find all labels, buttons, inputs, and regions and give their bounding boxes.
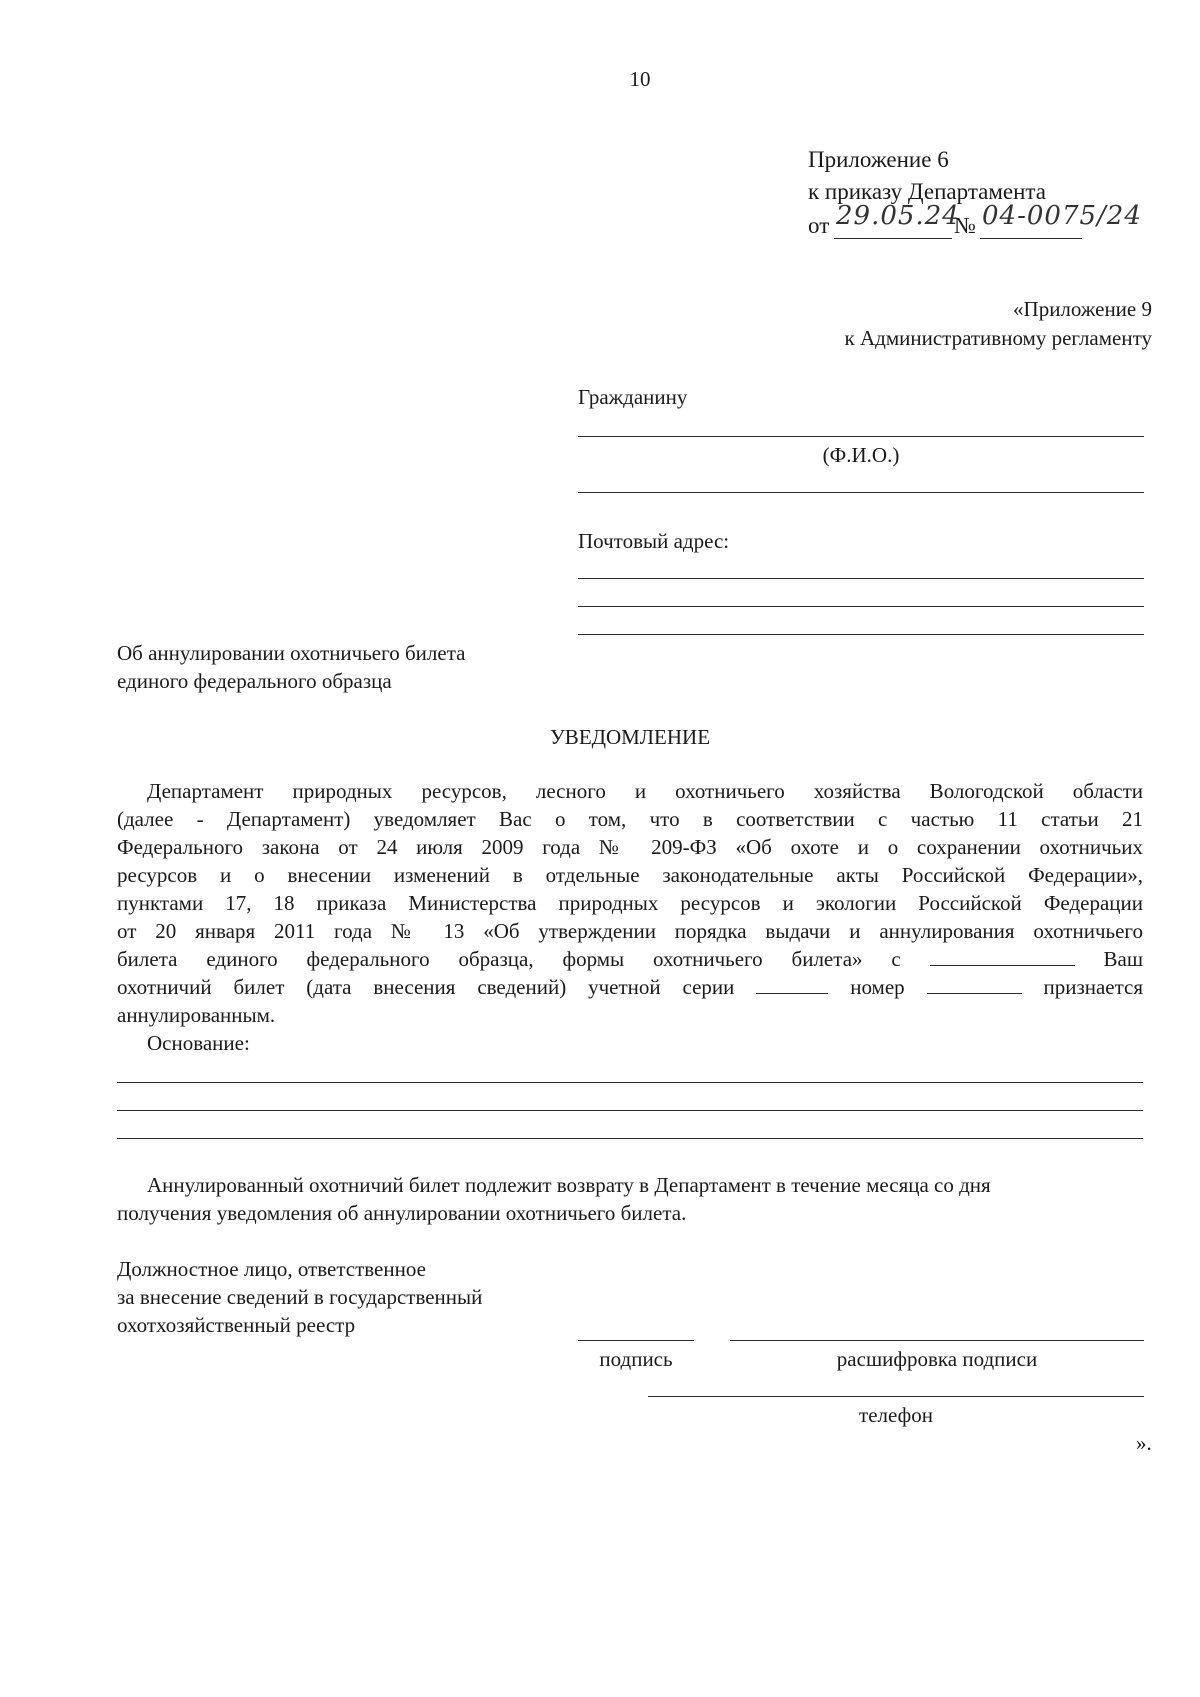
body-line-8-end: признается xyxy=(1043,975,1144,999)
decryption-caption: расшифровка подписи xyxy=(836,1347,1038,1371)
official-line2: за внесение сведений в государственный xyxy=(117,1285,483,1309)
document-title: УВЕДОМЛЕНИЕ xyxy=(549,725,711,749)
number-blank xyxy=(927,975,1022,994)
signature-caption: подпись xyxy=(599,1347,673,1371)
address-line-3 xyxy=(578,634,1144,635)
basis-label: Основание: xyxy=(147,1031,250,1055)
appendix9-line2: к Административному регламенту xyxy=(844,326,1152,350)
citizen-label: Гражданину xyxy=(578,385,688,409)
appendix6-number-underline xyxy=(980,238,1082,239)
body-line-9: аннулированным. xyxy=(117,1003,276,1027)
basis-line-3 xyxy=(117,1138,1143,1139)
appendix6-date-handwritten: 29.05.24 xyxy=(836,201,960,231)
phone-caption: телефон xyxy=(859,1403,933,1427)
body-line-2: (далее - Департамент) уведомляет Вас о том, что в соответствии с частью 11 статьи 21 xyxy=(117,807,1143,831)
appendix6-from-label: от xyxy=(808,213,830,238)
body-line-6: от 20 января 2011 года № 13 «Об утверждении порядка выдачи и аннулирования охотничьего xyxy=(117,919,1143,943)
basis-line-2 xyxy=(117,1110,1143,1111)
body-line-8-number: номер xyxy=(850,975,905,999)
return-line-1: Аннулированный охотничий билет подлежит возврату в Департамент в течение месяца со дня xyxy=(147,1173,991,1197)
fio-caption: (Ф.И.О.) xyxy=(822,443,900,467)
page-number: 10 xyxy=(629,67,651,91)
body-line-7-end: Ваш xyxy=(1103,947,1143,971)
subject-line2: единого федерального образца xyxy=(117,669,392,693)
body-line-8-text: охотничий билет (дата внесения сведений) учетной серии xyxy=(117,975,735,999)
body-line-4: ресурсов и о внесении изменений в отдельные законодательные акты Российской Федерации», xyxy=(117,863,1143,887)
official-line3: охотхозяйственный реестр xyxy=(117,1313,356,1337)
fio-line-1 xyxy=(578,436,1144,437)
body-line-1: Департамент природных ресурсов, лесного и охотничьего хозяйства Вологодской области xyxy=(147,779,1143,803)
closing-quote: ». xyxy=(1136,1431,1152,1455)
body-line-5: пунктами 17, 18 приказа Министерства природных ресурсов и экологии Российской Федерации xyxy=(117,891,1143,915)
address-label: Почтовый адрес: xyxy=(578,529,730,553)
appendix9-line1: «Приложение 9 xyxy=(1013,297,1152,321)
body-line-8 xyxy=(117,974,1143,1001)
address-line-2 xyxy=(578,606,1144,607)
series-blank xyxy=(756,975,828,994)
decryption-line xyxy=(730,1340,1144,1341)
return-line-2: получения уведомления об аннулировании охотничьего билета. xyxy=(117,1201,687,1225)
fio-line-2 xyxy=(578,492,1144,493)
phone-line xyxy=(648,1396,1144,1397)
body-line-7 xyxy=(117,946,1143,973)
signature-line xyxy=(578,1340,694,1341)
basis-line-1 xyxy=(117,1082,1143,1083)
body-line-3: Федерального закона от 24 июля 2009 года № 209-ФЗ «Об охоте и о сохранении охотничьих xyxy=(117,835,1143,859)
appendix6-number-handwritten: 04-0075/24 xyxy=(982,201,1142,231)
body-line-7-text: билета единого федерального образца, формы охотничьего билета» с xyxy=(117,947,901,971)
appendix6-date-underline xyxy=(834,238,952,239)
address-line-1 xyxy=(578,578,1144,579)
appendix6-line1: Приложение 6 xyxy=(808,147,949,172)
appendix6-number-label: № xyxy=(954,213,976,238)
date-blank xyxy=(930,947,1075,966)
appendix6-line2: к приказу Департамента xyxy=(808,179,1046,204)
subject-line1: Об аннулировании охотничьего билета xyxy=(117,641,466,665)
official-line1: Должностное лицо, ответственное xyxy=(117,1257,426,1281)
